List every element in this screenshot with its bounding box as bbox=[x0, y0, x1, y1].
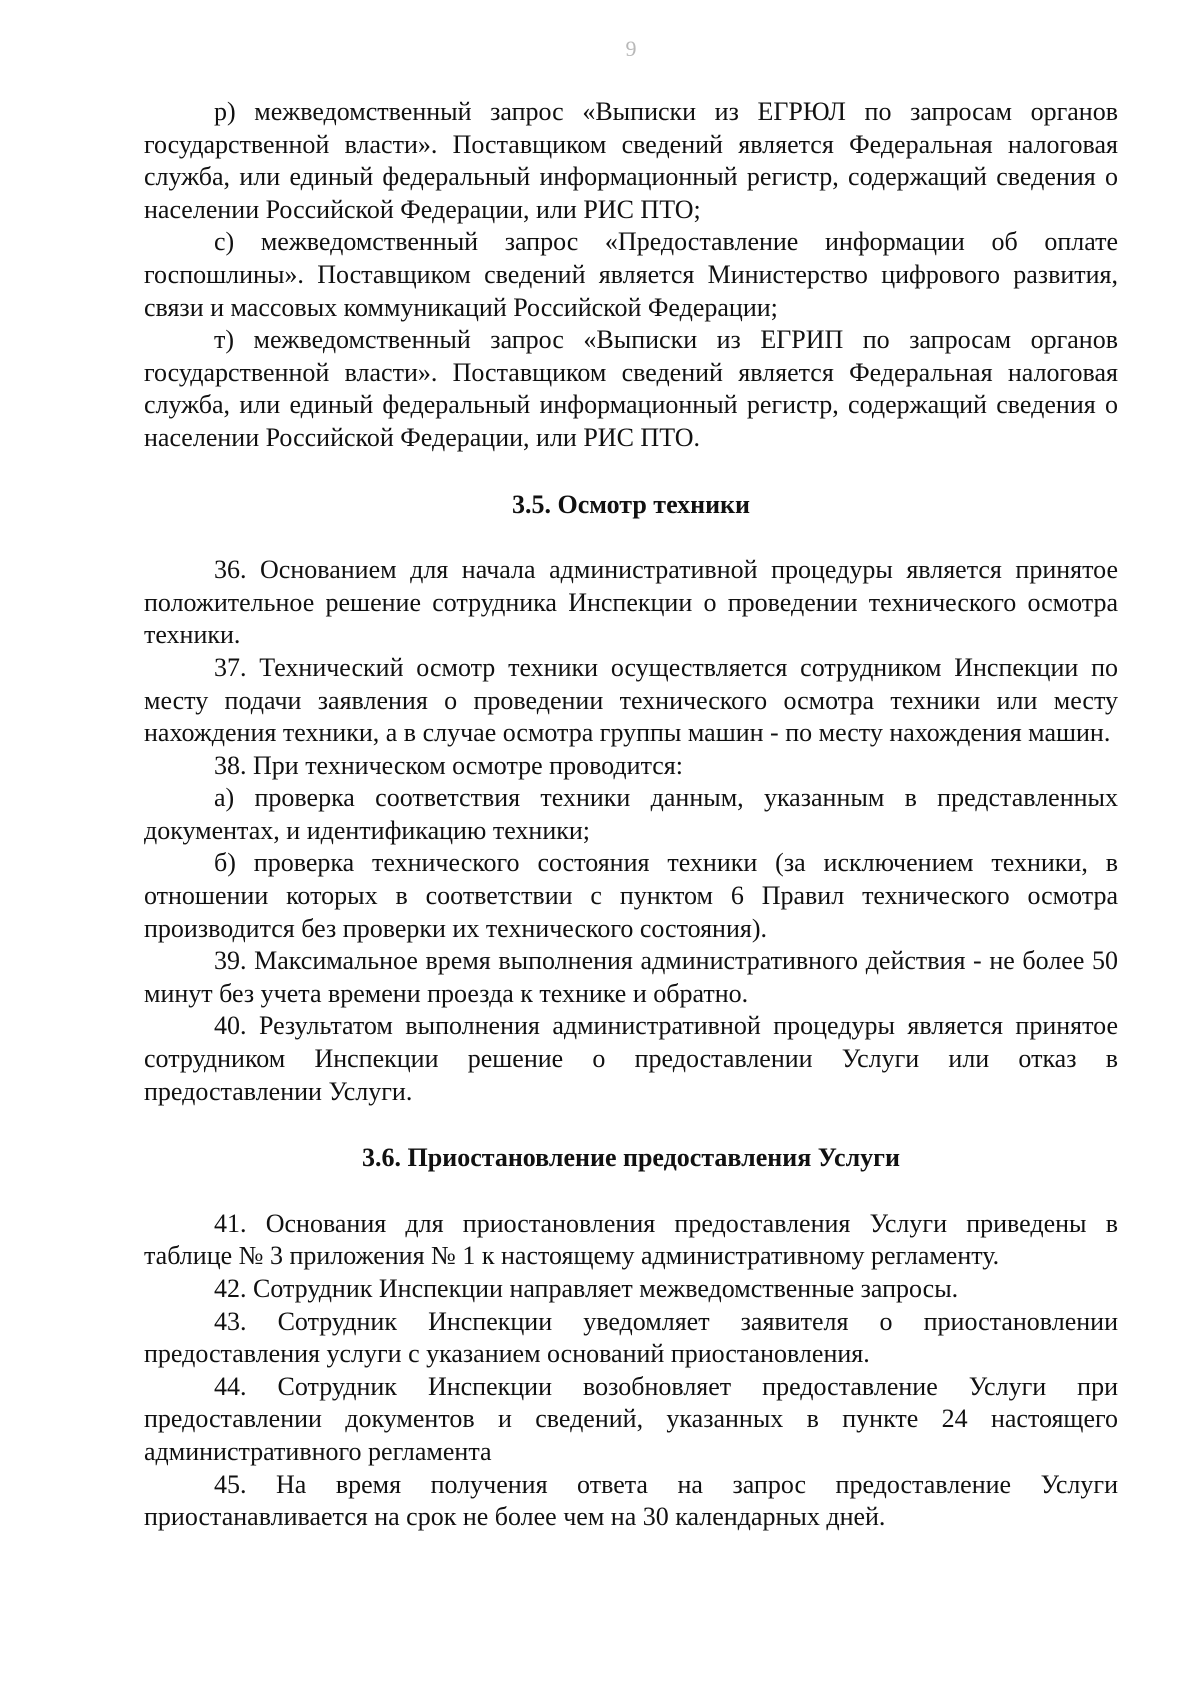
paragraph-38-a: а) проверка соответствия техники данным, указанным в представленных документах, и идентификацию техники; bbox=[144, 783, 1118, 845]
paragraph-43: 43. Сотрудник Инспекции уведомляет заявителя о приостановлении предоставления услуги с указанием оснований приостановления. bbox=[144, 1306, 1118, 1369]
paragraph-r: р) межведомственный запрос «Выписки из ЕГРЮЛ по запросам органов государственной власти». Поставщиком сведений является Федеральная налоговая служба, или единый федеральный информационный регистр, содержащий сведения о населении Российской Федерации, или РИС ПТО; bbox=[144, 97, 1118, 224]
page-number: 9 bbox=[625, 36, 637, 61]
paragraph-38-b: б) проверка технического состояния техники (за исключением техники, в отношении которых в соответствии с пунктом 6 Правил технического осмотра производится без проверки их технического состояния). bbox=[144, 848, 1118, 943]
paragraph-45: 45. На время получения ответа на запрос предоставление Услуги приостанавливается на срок не более чем на 30 календарных дней. bbox=[144, 1469, 1118, 1532]
section-heading-3-6: 3.6. Приостановление предоставления Услуги bbox=[362, 1143, 900, 1173]
paragraph-42: 42. Сотрудник Инспекции направляет межведомственные запросы. bbox=[214, 1274, 959, 1303]
paragraph-39: 39. Максимальное время выполнения административного действия - не более 50 минут без учета времени проезда к технике и обратно. bbox=[144, 946, 1118, 1008]
paragraph-44: 44. Сотрудник Инспекции возобновляет предоставление Услуги при предоставлении документов и сведений, указанных в пункте 24 настоящего административного регламента bbox=[144, 1371, 1118, 1466]
paragraph-40: 40. Результатом выполнения административной процедуры является принятое сотрудником Инспекции решение о предоставлении Услуги или отказ в предоставлении Услуги. bbox=[144, 1011, 1118, 1106]
paragraph-t: т) межведомственный запрос «Выписки из ЕГРИП по запросам органов государственной власти». Поставщиком сведений является Федеральная налоговая служба, или единый федеральный информационный регистр, содержащий сведения о населении Российской Федерации, или РИС ПТО. bbox=[144, 325, 1118, 452]
paragraph-s: с) межведомственный запрос «Предоставление информации об оплате госпошлины». Поставщиком сведений является Министерство цифрового развития, связи и массовых коммуникаций Российской Федерации; bbox=[144, 227, 1118, 322]
paragraph-38: 38. При техническом осмотре проводится: bbox=[214, 750, 683, 780]
paragraph-37: 37. Технический осмотр техники осуществляется сотрудником Инспекции по месту подачи заявления о проведении технического осмотра техники или месту нахождения техники, а в случае осмотра группы машин - по месту нахождения машин. bbox=[144, 652, 1118, 748]
document-body bbox=[144, 96, 1118, 1534]
paragraph-36: 36. Основанием для начала административной процедуры является принятое положительное решение сотрудника Инспекции о проведении технического осмотра техники. bbox=[144, 555, 1118, 650]
section-heading-3-5: 3.5. Осмотр техники bbox=[511, 489, 751, 519]
paragraph-41: 41. Основания для приостановления предоставления Услуги приведены в таблице № 3 приложения № 1 к настоящему административному регламенту. bbox=[144, 1208, 1118, 1271]
